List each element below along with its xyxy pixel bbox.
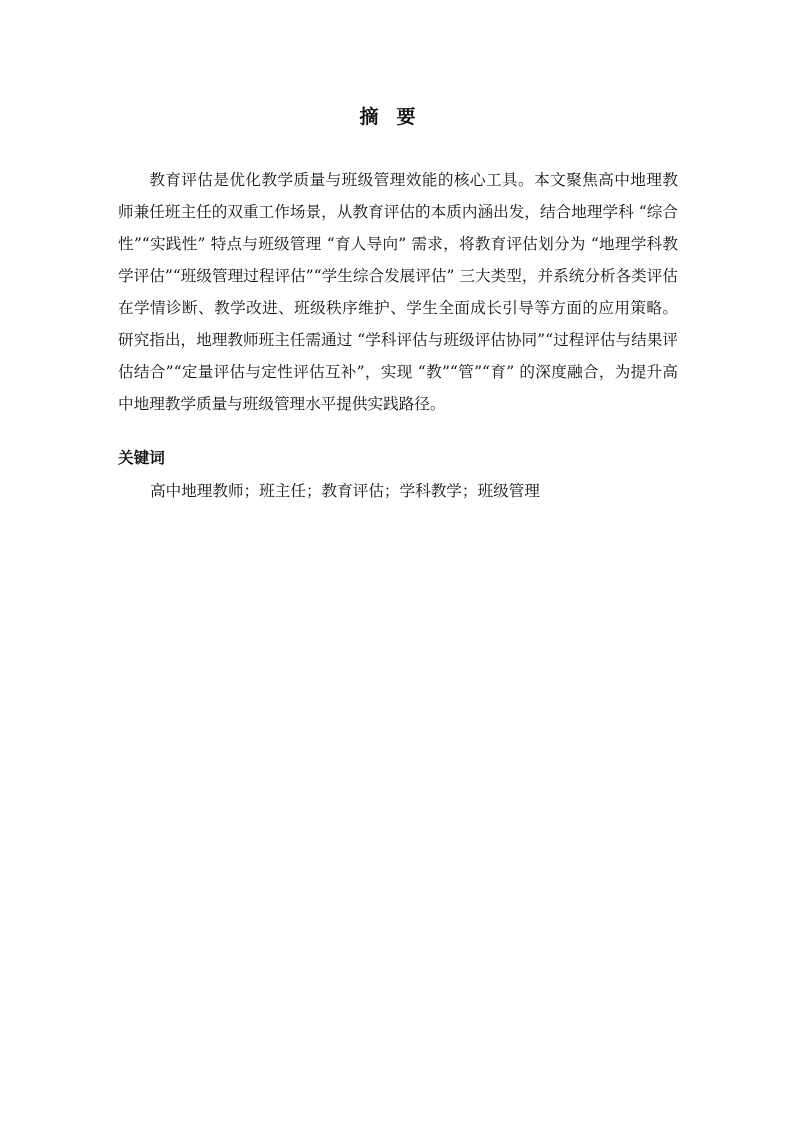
keywords-text: 高中地理教师；班主任；教育评估；学科教学；班级管理: [150, 482, 540, 500]
keywords-heading: 关键词: [118, 449, 165, 467]
abstract-body: 教育评估是优化教学质量与班级管理效能的核心工具。本文聚焦高中地理教师兼任班主任的双重工作场景，从教育评估的本质内涵出发，结合地理学科 “综合性”“实践性” 特点与班级管理 “育人导向” 需求，将教育评估划分为 “地理学科教学评估”“班级管理过程评估”“学生综合发展评估” 三大类型，并系统分析各类评估在学情诊断、教学改进、班级秩序维护、学生全面成长引导等方面的应用策略。研究指出，地理教师班主任需通过 “学科评估与班级评估协同”“过程评估与结果评估结合”“定量评估与定性评估互补”，实现 “教”“管”“育” 的深度融合，为提升高中地理教学质量与班级管理水平提供实践路径。: [118, 171, 678, 413]
abstract-title: 摘要: [359, 106, 434, 128]
